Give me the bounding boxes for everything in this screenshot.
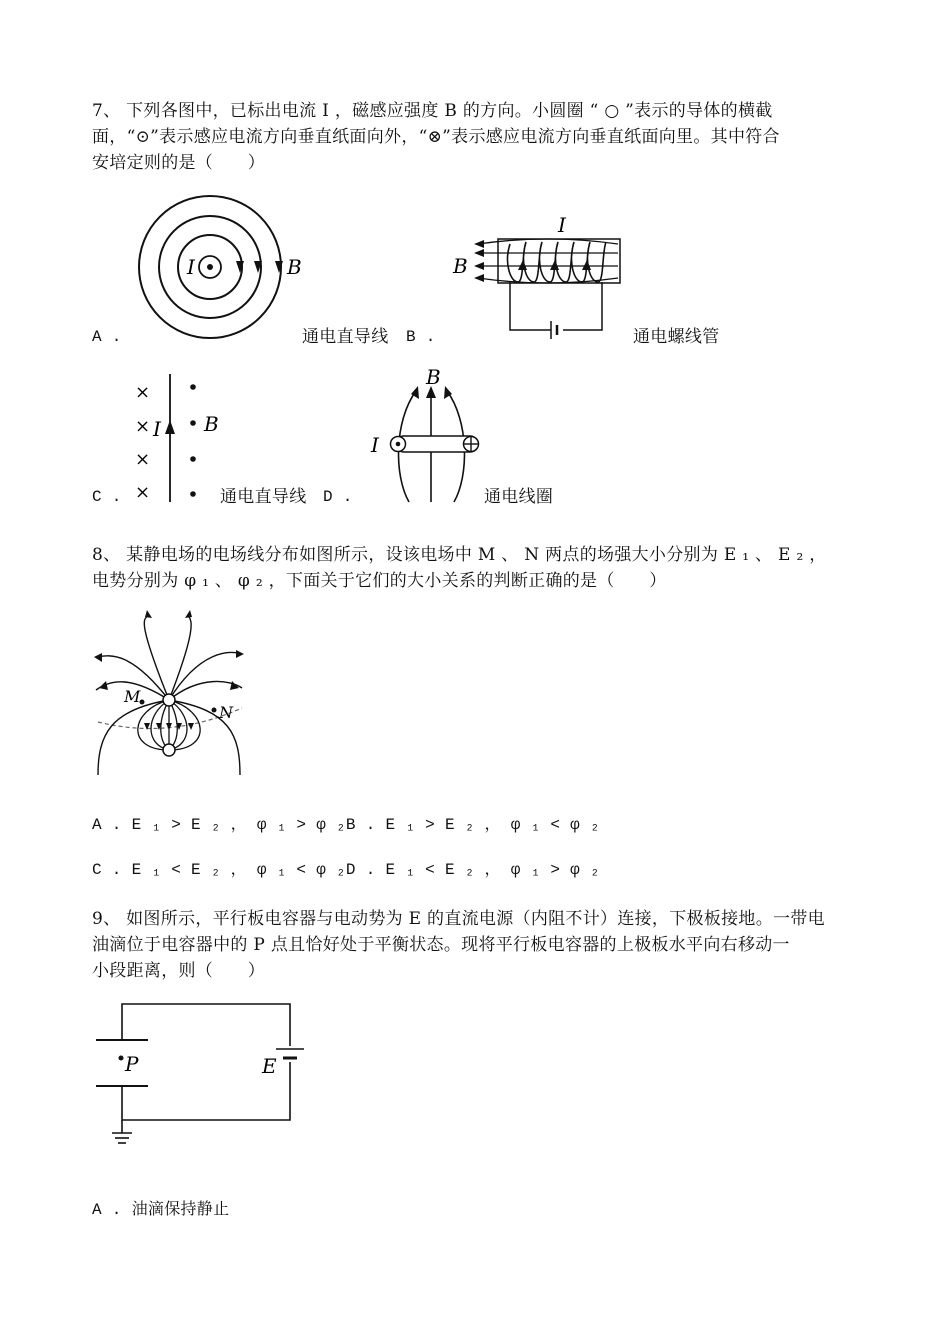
- cross-mark: ×: [135, 416, 151, 437]
- q8-stem-line-1: 8、 某静电场的电场线分布如图所示，设该电场中 M 、 N 两点的场强大小分别为 E ₁ 、 E ₂ ，: [92, 545, 827, 565]
- label-p: P: [125, 1052, 139, 1076]
- q8-options-ab: A . E ₁ > E ₂ ， φ ₁ > φ ₂B . E ₁ > E ₂ ， φ ₁ < φ ₂: [92, 816, 600, 834]
- caption-c: 通电直导线: [220, 487, 307, 507]
- label-i: I: [371, 433, 379, 457]
- option-c-label: C .: [92, 488, 122, 506]
- figure-capacitor-circuit: [90, 998, 310, 1158]
- option-d-label: D .: [323, 488, 353, 506]
- label-i: I: [153, 417, 161, 441]
- label-e: E: [262, 1054, 277, 1078]
- label-b: B: [453, 254, 468, 278]
- figure-c-straight-wire: [130, 370, 230, 505]
- cross-mark: ×: [135, 482, 151, 503]
- caption-d: 通电线圈: [484, 487, 554, 507]
- q8-options-cd: C . E ₁ < E ₂ ， φ ₁ < φ ₂D . E ₁ < E ₂ ， φ ₁ > φ ₂: [92, 861, 600, 879]
- label-m: M: [124, 687, 141, 706]
- label-b: B: [287, 255, 302, 279]
- caption-a: 通电直导线: [302, 327, 389, 347]
- figure-d-current-loop: [366, 366, 496, 506]
- q7-stem-line-1: 7、 下列各图中，已标出电流 I ，磁感应强度 B 的方向。小圆圈 “ ○ ”表示的导体的横截: [92, 101, 773, 121]
- q9-stem-line-2: 油滴位于电容器中的 P 点且恰好处于平衡状态。现将平行板电容器的上极板水平向右移动一: [92, 935, 790, 955]
- label-b: B: [204, 412, 219, 436]
- cross-mark: ×: [135, 449, 151, 470]
- q7-stem-line-3: 安培定则的是（ ）: [92, 153, 265, 173]
- option-b-label: B .: [406, 328, 436, 346]
- label-b: B: [426, 365, 441, 389]
- caption-b: 通电螺线管: [633, 327, 720, 347]
- option-a-label: A .: [92, 328, 122, 346]
- q9-option-a: A . 油滴保持静止: [92, 1201, 230, 1219]
- label-i: I: [187, 255, 195, 279]
- q9-stem-line-3: 小段距离，则（ ）: [92, 961, 265, 981]
- label-i: I: [558, 213, 566, 237]
- figure-a-straight-wire: [130, 188, 310, 348]
- figure-electric-field: [90, 610, 250, 780]
- label-n: N: [219, 703, 233, 722]
- q9-stem-line-1: 9、 如图所示，平行板电容器与电动势为 E 的直流电源（内阻不计）连接，下极板接地。一带电: [92, 909, 825, 929]
- q7-stem-line-2: 面，“⊙”表示感应电流方向垂直纸面向外，“⊗”表示感应电流方向垂直纸面向里。其中符合: [92, 127, 780, 147]
- figure-b-solenoid: [448, 212, 638, 337]
- q8-stem-line-2: 电势分别为 φ ₁ 、 φ ₂ ，下面关于它们的大小关系的判断正确的是（ ）: [92, 571, 667, 591]
- cross-mark: ×: [135, 382, 151, 403]
